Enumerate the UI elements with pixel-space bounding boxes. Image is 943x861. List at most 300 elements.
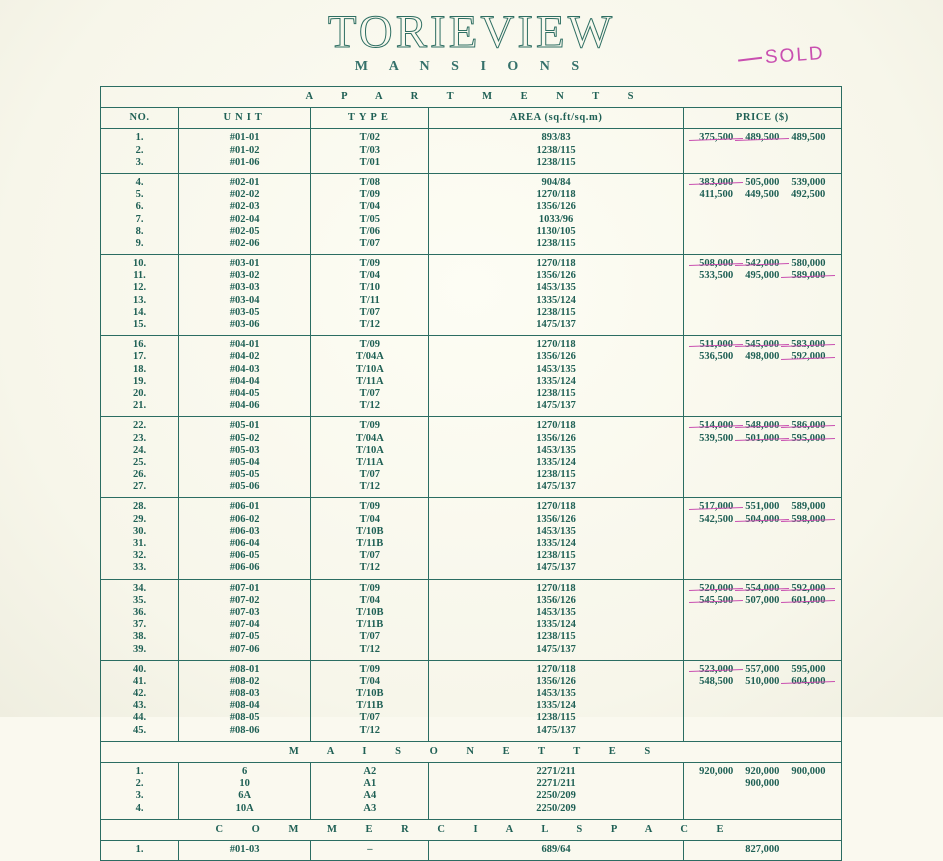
unit-number: #08-01 [229,663,260,675]
unit-type: T/04A [355,351,384,363]
unit-type: T/09 [359,339,381,351]
unit-area: 1270/118 [536,501,576,513]
price-struck: 586,000 [791,420,826,432]
unit-number: #06-03 [229,525,260,537]
unit-number: #03-04 [229,294,260,306]
unit-type: T/10A [355,363,384,375]
unit-number: #08-04 [229,700,260,712]
price-plain: 548,500 [699,675,734,687]
unit-area: 1238/115 [536,631,576,643]
price-plain: 900,000 [791,766,826,778]
unit-area: 1238/115 [536,387,576,399]
price-value [693,177,739,189]
unit-type: T/10B [356,688,384,700]
unit-type: T/09 [359,663,381,675]
price-value [785,270,831,282]
row-number: 44. [132,712,147,724]
price-value [785,676,831,688]
price-struck: 592,000 [791,351,826,363]
unit-area: 1238/115 [536,237,576,249]
price-value [739,766,785,778]
unit-number: #02-04 [229,213,260,225]
unit-number: #07-05 [229,631,260,643]
price-value [785,501,831,513]
unit-area: 904/84 [541,176,571,188]
row-number: 14. [132,306,147,318]
price-plain: 507,000 [745,594,780,606]
column-header: AREA (sq.ft/sq.m) [429,108,683,129]
unit-type: T/10B [356,525,384,537]
unit-price-cell [683,336,841,417]
unit-area: 1238/115 [536,306,576,318]
price-plain: 510,000 [745,675,780,687]
unit-type: T/09 [359,420,381,432]
price-value [785,595,831,607]
row-number: 38. [132,631,147,643]
row-number-cell [101,763,179,820]
price-value [739,433,785,445]
row-number: 28. [132,501,147,513]
row-number-cell [101,498,179,579]
price-value [739,270,785,282]
row-number: 1. [135,844,144,855]
unit-type-cell [311,255,429,336]
section-band-row [101,87,842,108]
price-plain: 492,500 [791,189,826,201]
price-struck: 523,000 [699,663,734,675]
unit-area-cell [429,129,683,174]
row-number: 7. [135,213,144,225]
annotation-dash [738,57,762,62]
unit-type: T/04 [359,513,381,525]
row-number: 37. [132,619,147,631]
row-number: 20. [132,387,147,399]
row-number: 4. [135,176,144,188]
unit-area: 1453/135 [536,606,576,618]
unit-area: 1335/124 [536,456,576,468]
unit-number: #04-01 [229,339,260,351]
unit-type: T/02 [359,132,381,144]
price-struck: 589,000 [791,270,826,282]
unit-number: 6 [242,766,248,778]
unit-type-cell [311,336,429,417]
price-value [739,339,785,351]
unit-type: T/08 [359,176,381,188]
unit-number: #07-02 [229,594,260,606]
unit-number: #02-05 [229,225,260,237]
column-header: NO. [101,108,179,129]
unit-type: T/07 [359,469,381,481]
unit-number: #03-06 [229,319,260,331]
unit-area-cell [429,336,683,417]
price-plain: 498,000 [745,351,780,363]
row-number: 9. [135,237,144,249]
unit-type: T/07 [359,237,381,249]
unit-type: T/04A [355,432,384,444]
row-number: 43. [132,700,147,712]
price-value [739,595,785,607]
price-value [739,676,785,688]
unit-area: 1238/115 [536,712,576,724]
price-table [100,86,842,861]
unit-type: T/10B [356,606,384,618]
row-number: 11. [133,270,146,282]
price-plain: 920,000 [745,766,780,778]
unit-area: 1453/135 [536,282,576,294]
unit-area: 1475/137 [536,724,576,736]
price-value [739,844,785,856]
row-number: 13. [132,294,147,306]
price-value [693,351,739,363]
price-value [785,420,831,432]
unit-area: 1356/126 [536,270,576,282]
row-number: 31. [132,538,147,550]
unit-area: 2271/211 [536,778,576,790]
row-number: 30. [132,525,147,537]
price-plain: 920,000 [699,766,734,778]
unit-type: T/07 [359,550,381,562]
unit-number: #08-06 [229,724,260,736]
unit-type: T/09 [359,501,381,513]
unit-price-cell [683,417,841,498]
unit-number: 10A [235,802,254,814]
price-value [739,132,785,144]
row-number-cell [101,417,179,498]
page-title: TORIEVIEW [327,6,616,58]
unit-area-cell [429,417,683,498]
price-value [785,583,831,595]
unit-area-cell [429,660,683,741]
unit-number: #06-04 [229,538,260,550]
unit-area: 1475/137 [536,400,576,412]
unit-area: 2271/211 [536,766,576,778]
table-row-group [101,173,842,254]
price-plain: 557,000 [745,663,780,675]
unit-type: T/04 [359,675,381,687]
unit-number: #08-02 [229,675,260,687]
price-value [785,351,831,363]
unit-type: A4 [363,790,377,802]
table-row-group [101,841,842,861]
unit-number: #08-03 [229,688,260,700]
unit-type: T/12 [359,643,381,655]
unit-area-cell [429,173,683,254]
price-struck: 583,000 [791,339,826,351]
unit-area: 2250/209 [536,790,576,802]
unit-area: 1130/105 [536,225,576,237]
unit-number: #02-03 [229,201,260,213]
price-value [693,420,739,432]
unit-type: T/11B [356,700,384,712]
unit-type-cell [311,417,429,498]
unit-type: T/12 [359,481,381,493]
price-value [693,132,739,144]
price-plain: 495,000 [745,270,780,282]
unit-number: #07-06 [229,643,260,655]
unit-number: #07-01 [229,582,260,594]
row-number: 24. [132,444,147,456]
unit-type: T/07 [359,387,381,399]
unit-area: 1453/135 [536,688,576,700]
unit-type: T/04 [359,201,381,213]
row-number: 15. [132,319,147,331]
unit-type: T/05 [359,213,381,225]
price-value [739,420,785,432]
unit-price-cell [683,129,841,174]
unit-number-cell [179,763,311,820]
unit-number: #03-02 [229,270,260,282]
price-value [693,189,739,201]
unit-number: #05-03 [229,444,260,456]
section-band-label: M A I S O N E T T E S [101,741,842,762]
unit-area: 1475/137 [536,481,576,493]
table-row-group [101,660,842,741]
unit-type-cell [311,841,429,861]
unit-price-cell [683,763,841,820]
unit-number: #06-01 [229,501,260,513]
unit-type: T/04 [359,270,381,282]
price-value [785,514,831,526]
unit-number: #04-04 [229,375,260,387]
unit-type: T/12 [359,724,381,736]
unit-number: #04-06 [229,400,260,412]
unit-type: T/09 [359,258,381,270]
price-value [785,433,831,445]
row-number-cell [101,579,179,660]
row-number: 32. [132,550,147,562]
price-value [785,189,831,201]
unit-area: 1238/115 [536,469,576,481]
unit-type-cell [311,660,429,741]
unit-type: T/12 [359,562,381,574]
unit-number: #08-05 [229,712,260,724]
column-header: TYPE [311,108,429,129]
unit-area: 1356/126 [536,432,576,444]
unit-area: 1335/124 [536,538,576,550]
unit-area: 1270/118 [536,189,576,201]
unit-price-cell [683,579,841,660]
row-number-cell [101,660,179,741]
unit-number: #06-02 [229,513,260,525]
unit-number: #02-06 [229,237,260,249]
unit-number: #04-02 [229,351,260,363]
unit-area: 1238/115 [536,144,576,156]
unit-type-cell [311,498,429,579]
unit-area: 1475/137 [536,643,576,655]
row-number: 35. [132,594,147,606]
unit-type: T/03 [359,144,381,156]
unit-type: – [367,844,373,855]
table-row-group [101,129,842,174]
price-struck: 511,000 [699,339,734,351]
row-number: 6. [135,201,144,213]
unit-type: A2 [363,766,377,778]
unit-number: 10 [239,778,250,790]
unit-number: #03-05 [229,306,260,318]
row-number: 42. [132,688,147,700]
unit-type: A1 [363,778,377,790]
unit-number-cell [179,417,311,498]
unit-type: T/09 [359,189,381,201]
unit-area: 1356/126 [536,594,576,606]
price-struck: 604,000 [791,675,826,687]
unit-number-cell [179,498,311,579]
row-number: 33. [132,562,147,574]
price-plain: 449,500 [745,189,780,201]
unit-area: 1270/118 [536,582,576,594]
unit-type: T/11B [356,538,384,550]
price-struck: 383,000 [699,176,734,188]
price-value [693,766,739,778]
column-header: PRICE ($) [683,108,841,129]
unit-area: 1335/124 [536,700,576,712]
price-plain: 580,000 [791,258,826,270]
row-number: 1. [135,132,144,144]
price-value [693,676,739,688]
price-struck: 514,000 [699,420,734,432]
price-value [693,433,739,445]
price-struck: 545,000 [745,339,780,351]
unit-area: 1270/118 [536,663,576,675]
unit-number-cell [179,129,311,174]
row-number-cell [101,336,179,417]
price-value [693,270,739,282]
price-plain: 539,000 [791,176,826,188]
unit-type-cell [311,763,429,820]
unit-area: 1356/126 [536,351,576,363]
document-header [0,0,943,75]
price-value [739,258,785,270]
row-number: 5. [135,189,144,201]
unit-area: 1270/118 [536,258,576,270]
unit-type: T/11A [356,375,384,387]
unit-number: #07-04 [229,619,260,631]
unit-area: 1270/118 [536,420,576,432]
price-plain: 551,000 [745,501,780,513]
unit-number: #01-03 [229,844,260,855]
row-number: 39. [132,643,147,655]
unit-number-cell [179,173,311,254]
unit-area: 2250/209 [536,802,576,814]
row-number: 22. [132,420,147,432]
row-number: 4. [135,802,144,814]
price-value [785,132,831,144]
unit-area: 689/64 [541,844,571,855]
price-struck: 517,000 [699,501,734,513]
page-subtitle: M A N S I O N S [354,59,589,75]
price-value [785,258,831,270]
unit-area: 1238/115 [536,550,576,562]
unit-type: T/06 [359,225,381,237]
price-struck: 601,000 [791,594,826,606]
price-value [693,501,739,513]
unit-price-cell [683,841,841,861]
row-number: 2. [135,144,144,156]
row-number: 34. [132,582,147,594]
unit-area: 1356/126 [536,675,576,687]
row-number: 21. [132,400,147,412]
row-number-cell [101,173,179,254]
price-value [739,778,785,790]
price-plain: 542,500 [699,513,734,525]
table-row-group [101,336,842,417]
unit-type: T/12 [359,319,381,331]
unit-number-cell [179,255,311,336]
price-table-area [100,86,842,861]
price-struck: 508,000 [699,258,734,270]
unit-type: T/10 [359,282,381,294]
unit-area-cell [429,579,683,660]
price-struck: 554,000 [745,582,780,594]
unit-area: 1453/135 [536,525,576,537]
unit-price-cell [683,660,841,741]
unit-number: #04-05 [229,387,260,399]
unit-number-cell [179,579,311,660]
unit-type: T/12 [359,400,381,412]
sold-annotation-label: SOLD [764,43,826,69]
unit-type: T/10A [355,444,384,456]
row-number: 45. [132,724,147,736]
price-struck: 520,000 [699,582,734,594]
section-band-row [101,741,842,762]
unit-price-cell [683,173,841,254]
table-row-group [101,579,842,660]
row-number: 19. [132,375,147,387]
section-band-label: A P A R T M E N T S [101,87,842,108]
unit-number: #07-03 [229,606,260,618]
unit-type: T/07 [359,712,381,724]
row-number-cell [101,255,179,336]
unit-number: #04-03 [229,363,260,375]
price-plain: 589,000 [791,501,826,513]
price-value [739,189,785,201]
row-number: 8. [135,225,144,237]
unit-area: 1335/124 [536,619,576,631]
row-number: 18. [132,363,147,375]
row-number: 23. [132,432,147,444]
column-header: UNIT [179,108,311,129]
row-number-cell [101,129,179,174]
price-value [739,514,785,526]
price-value [739,664,785,676]
price-value [785,664,831,676]
row-number: 2. [135,778,144,790]
unit-area: 1475/137 [536,319,576,331]
unit-number-cell [179,660,311,741]
price-plain: 533,500 [699,270,734,282]
unit-type-cell [311,129,429,174]
unit-price-cell [683,498,841,579]
price-value [739,351,785,363]
table-row-group [101,498,842,579]
row-number: 40. [132,663,147,675]
price-value [693,664,739,676]
price-plain: 505,000 [745,176,780,188]
unit-number: #05-05 [229,469,260,481]
unit-type: T/11A [356,456,384,468]
unit-type: T/07 [359,631,381,643]
unit-area: 1356/126 [536,201,576,213]
price-plain: 536,500 [699,351,734,363]
unit-type: T/11B [356,619,384,631]
price-plain: 489,500 [791,132,826,144]
row-number: 10. [132,258,147,270]
price-struck: 504,000 [745,513,780,525]
unit-area: 1453/135 [536,444,576,456]
row-number: 3. [135,790,144,802]
row-number: 29. [132,513,147,525]
row-number: 16. [132,339,147,351]
